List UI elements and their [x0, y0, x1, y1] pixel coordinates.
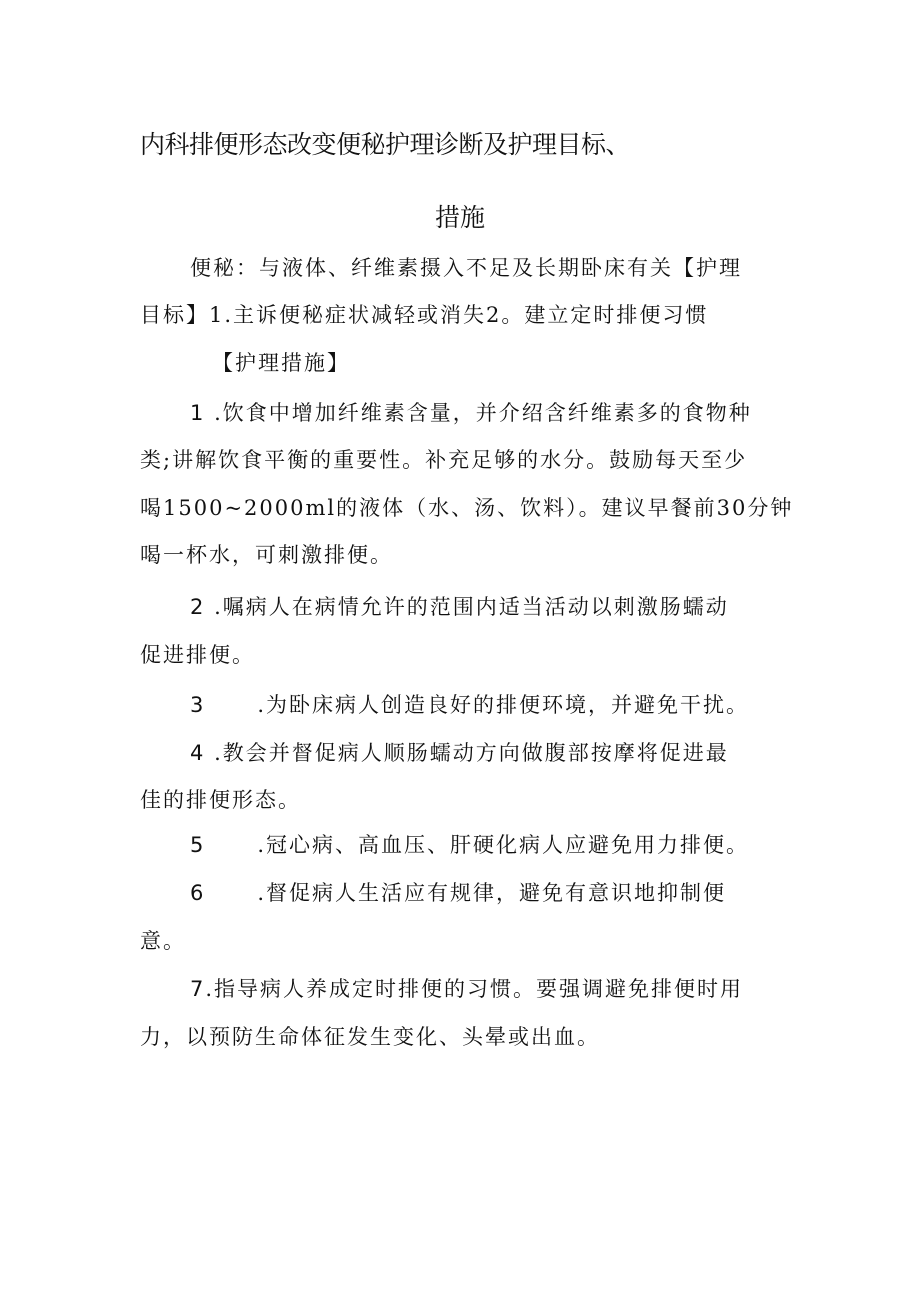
document-title-line-2: 措施: [434, 203, 485, 232]
measure-item-6-line-1: [190, 880, 726, 906]
measure-item-4-line-1: [190, 740, 729, 766]
diagnosis-line-2: 目标】1.主诉便秘症状减轻或消失2。建立定时排便习惯: [140, 303, 709, 327]
diagnosis-line-1: 便秘：与液体、纤维素摄入不足及长期卧床有关【护理: [190, 256, 742, 280]
measure-item-number: 2: [190, 595, 206, 619]
measure-item-3-line-1: [190, 692, 749, 718]
measure-item-number: 7: [190, 977, 206, 1001]
measure-item-2-line-2: 促进排便。: [140, 643, 255, 667]
measure-item-6-line-2: 意。: [140, 929, 186, 953]
measure-item-number: 1: [190, 401, 206, 425]
measure-item-number: 4: [190, 741, 206, 765]
measure-item-number: 5: [190, 833, 206, 857]
measure-item-1-line-3: 喝1500~2000ml的液体（水、汤、饮料）。建议早餐前30分钟: [140, 496, 794, 520]
measure-item-7-line-2: 力，以预防生命体征发生变化、头晕或出血。: [140, 1025, 600, 1049]
measures-heading: 【护理措施】: [212, 351, 350, 375]
measure-item-text: .教会并督促病人顺肠蠕动方向做腹部按摩将促进最: [214, 741, 729, 765]
measure-item-text: .嘱病人在病情允许的范围内适当活动以刺激肠蠕动: [214, 595, 729, 619]
measure-item-text: .冠心病、高血压、肝硬化病人应避免用力排便。: [257, 833, 750, 857]
measure-item-text: .饮食中增加纤维素含量，并介绍含纤维素多的食物种: [214, 401, 752, 425]
measure-item-7-line-1: [190, 976, 743, 1002]
measure-item-4-line-2: 佳的排便形态。: [140, 788, 301, 812]
measure-item-1-line-2: 类;讲解饮食平衡的重要性。补充足够的水分。鼓励每天至少: [140, 448, 748, 472]
measure-item-1-line-4: 喝一杯水，可刺激排便。: [140, 543, 393, 567]
measure-item-number: 6: [190, 881, 206, 905]
document-title-line-1: 内科排便形态改变便秘护理诊断及护理目标、: [140, 130, 631, 159]
measure-item-5-line-1: [190, 832, 749, 858]
measure-item-text: .为卧床病人创造良好的排便环境，并避免干扰。: [257, 693, 750, 717]
measure-item-text: .指导病人养成定时排便的习惯。要强调避免排便时用: [205, 977, 744, 1001]
measure-item-1-line-1: [190, 400, 752, 426]
measure-item-number: 3: [190, 693, 206, 717]
measure-item-2-line-1: [190, 594, 729, 620]
measure-item-text: .督促病人生活应有规律，避免有意识地抑制便: [257, 881, 727, 905]
